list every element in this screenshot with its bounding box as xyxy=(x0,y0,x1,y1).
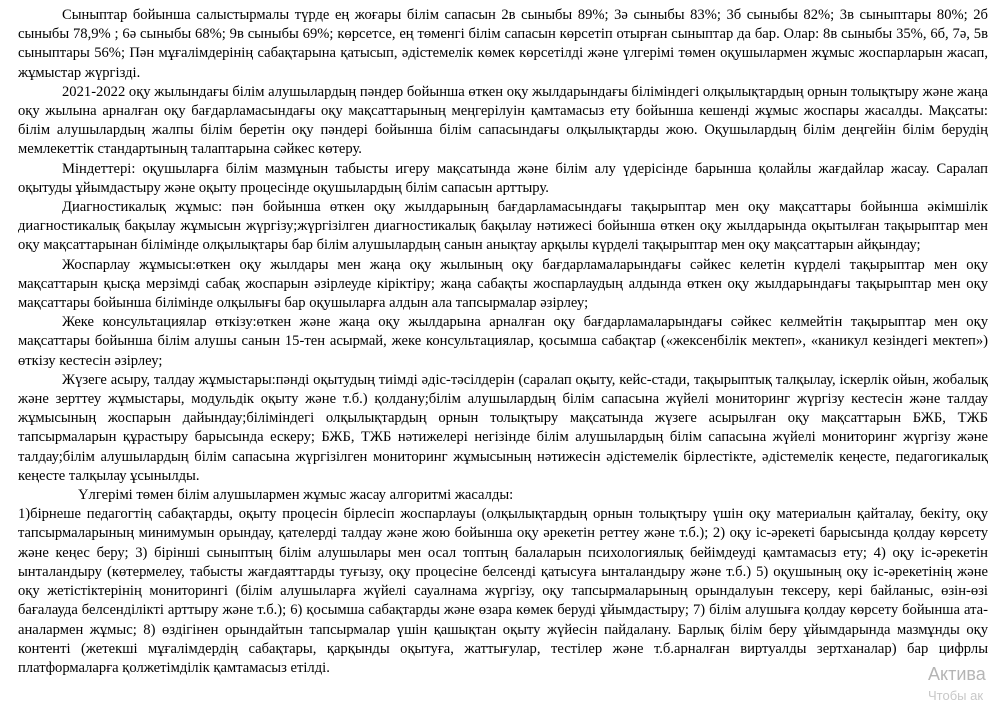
paragraph-diagnostic-work: Диагностикалық жұмыс: пән бойынша өткен оқу жылдарының бағдарламасындағы тақырыптар мен оқу мақсаттары бойынша әкімшілік диагностикалық бақылау жұмысын жүргізу;жүргізілген диагностикалық бақылау нәтижесі бойынша өткен оқу жылдарында оқытылған тақырыптар мен оқу мақсаттарынан білімінде олқылықтары бар білім алушылардың санын анықтау арқылы күрделі тақырыптар мен оқу мақсаттарын айқындау; xyxy=(18,199,988,254)
paragraph-tasks: Міндеттері: оқушыларға білім мазмұнын табысты игеру мақсатында және білім алу үдерісінде барынша қолайлы жағдайлар жасау. Саралап оқытуды ұйымдастыру және оқыту процесінде оқушылардың білім сапасын арттыру. xyxy=(18,160,988,196)
watermark-line-1: Актива xyxy=(928,664,986,684)
paragraph-work-plan: 2021-2022 оқу жылындағы білім алушылардың пәндер бойынша өткен оқу жылдарындағы біліміндегі олқылықтардың орнын толықтыру және жаңа оқу жылына арналған оқу бағдарламасындағы оқу мақсаттарының меңгерілуін қамтамасыз ету бойынша кешенді жұмыс жоспары жасалды. Мақсаты: білім алушылардың жалпы білім беретін оқу пәндері бойынша білім сапасындағы олқылықтарды жою. Оқушылардың білім деңгейін білім берудің мемлекеттік стандартының талаптарына сәйкес көтеру. xyxy=(18,83,988,158)
document-body xyxy=(18,6,988,678)
paragraph-implementation: Жүзеге асыру, талдау жұмыстары:пәнді оқытудың тиімді әдіс-тәсілдерін (саралап оқыту, кейс-стади, тақырыптық талқылау, іскерлік ойын, жобалық және зерттеу жұмыстары, модульдік оқыту және т.б.) қолдану;білім алушылардың білім сапасына жүйелі мониторинг жүргізу кестесін және талдау жұмысының жоспарын дайындау;біліміндегі олқылықтардың орнын толықтыру мақсатында жүзеге асырылған оқу мақсаттарын БЖБ, ТЖБ тапсырмаларын құрастыру барысында ескеру; БЖБ, ТЖБ нәтижелері негізінде білім алушылардың білім сапасына жүйелі мониторинг жүргізу және талдау;білім алушылардың білім сапасына жүргізілген мониторинг жұмысының нәтижесін әдістемелік бірлестікте, әдістемелік кеңесте, педагогикалық кеңесте талқылау ұсынылды. xyxy=(18,371,988,484)
activation-watermark xyxy=(928,664,986,706)
watermark-line-2: Чтобы ак xyxy=(928,688,984,703)
paragraph-consultations: Жеке консультациялар өткізу:өткен және жаңа оқу жылдарына арналған оқу бағдарламаларындағы сәйкес келмейтін тақырыптар мен оқу мақсаттары бойынша білім алушы санын 15-тен асырмай, жеке консультациялар, қосымша сабақтар («жексенбілік мектеп», «каникул кезіндегі мектеп») өткізу кестесін әзірлеу; xyxy=(18,314,988,369)
paragraph-class-results: Сыныптар бойынша салыстырмалы түрде ең жоғары білім сапасын 2в сыныбы 89%; 3ә сыныбы 83%; 3б сыныбы 82%; 3в сыныптары 80%; 2б сыныбы 78,9% ; 6ә сыныбы 68%; 9в сыныбы 69%; көрсетсе, ең төменгі білім сапасын көрсетіп отырған сыныптар да бар. Олар: 8в сыныбы 35%, 6б, 7ә, 5в сыныптары 56%; Пән мұғалімдерінің сабақтарына қатысып, әдістемелік көмек көрсетілді және үлгерімі төмен оқушылармен жұмыс жоспарларын жасап, жұмыстар жүргізді. xyxy=(18,7,988,81)
paragraph-algorithm-heading: Үлгерімі төмен білім алушылармен жұмыс жасау алгоритмі жасалды: xyxy=(78,487,514,504)
paragraph-planning-work: Жоспарлау жұмысы:өткен оқу жылдары мен жаңа оқу жылының оқу бағдарламаларындағы сәйкес келетін күрделі тақырыптар мен оқу мақсаттарын қысқа мерзімді сабақ жоспарын әзірлеуде кіріктіру; жаңа сабақты жоспарлаудың алдында өткен оқу жылдарындағы тақырыптар мен оқу мақсаттары бойынша білімінде олқылығы бар оқушыларға алдын ала тапсырмалар әзірлеу; xyxy=(18,256,988,312)
paragraph-algorithm-list: 1)бірнеше педагогтің сабақтарды, оқыту процесін бірлесіп жоспарлауы (олқылықтардың орнын толықтыру үшін оқу материалын қайталау, бекіту, оқу тапсырмаларының минимумын орындау, қателерді талдау және жою бойынша оқу әрекетін реттеу және т.б.); 2) оқу іс-әрекеті барысында қолдау көрсету және кеңес беру; 3) бірінші сыныптың білім алушылары мен осал топтың балаларын психологиялық бейімдеуді қамтамасыз ету; 4) оқу іс-әрекетін ынталандыру (көтермелеу, табысты жағдаяттарды туғызу, оқу процесіне белсенді қатысуға ынталандыру және т.б.) 5) оқушының оқу іс-әрекетінің және оқу жетістіктерінің мониторингі (білім алушыларға жүйелі сауалнама жүргізу, оқу тапсырмаларының орындалуын тексеру, кері байланыс, өзін-өзі бағалауда белсенділікті арттыру және т.б.); 6) қосымша сабақтарды және өзара көмек беруді ұйымдастыру; 7) білім алушыға қолдау көрсету бойынша ата-аналармен жұмыс; 8) өздігінен орындайтын тапсырмалар үшін қашықтан оқыту жүйесін пайдалану. Барлық білім беру ұйымдарында мазмұнды оқу контенті (жетекші мұғалімдердің сабақтары, қарқынды оқытуға, жаттығулар, тестілер және т.б.арналған виртуалды зертханалар) бар цифрлы платформаларға қолжетімділік қамтамасыз етілді. xyxy=(18,506,988,676)
